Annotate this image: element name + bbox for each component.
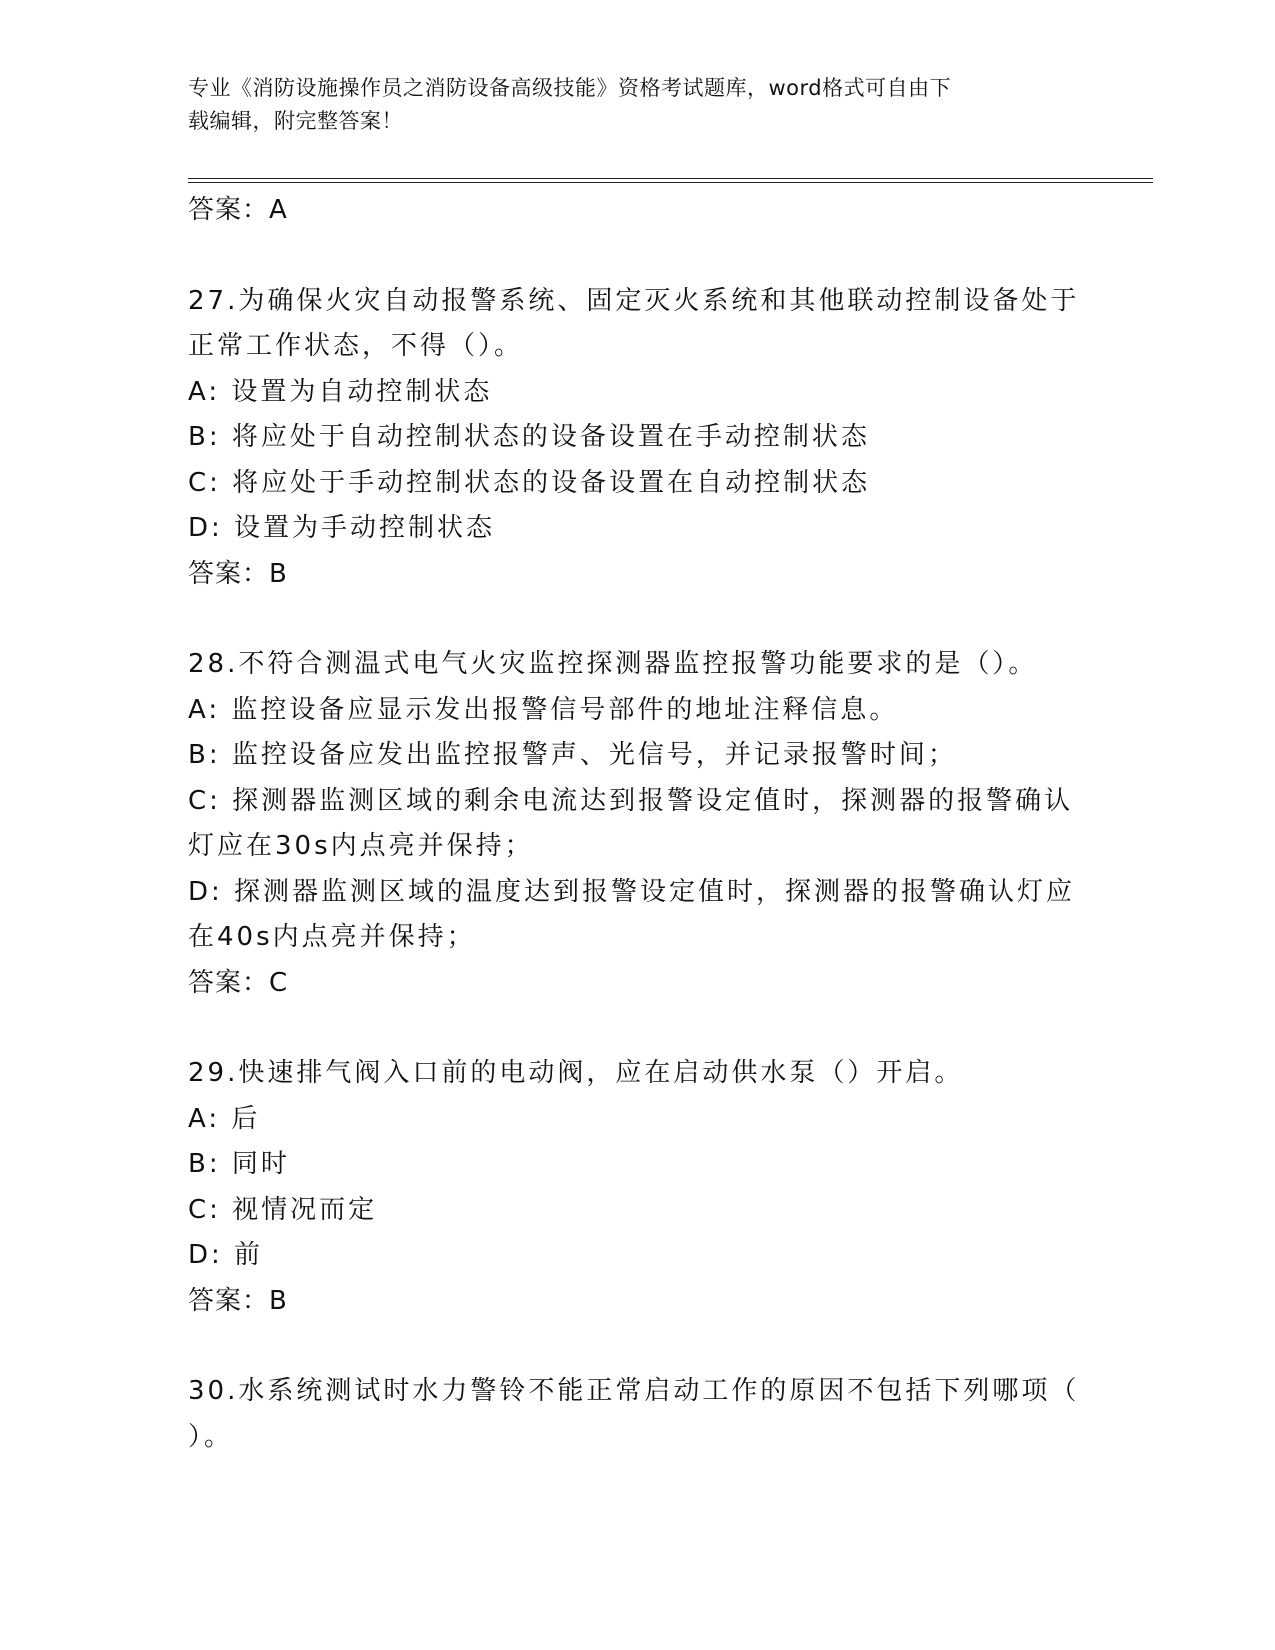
question-stem-line: 27.为确保火灾自动报警系统、固定灭火系统和其他联动控制设备处于 — [188, 285, 1080, 316]
option-b: B: 监控设备应发出监控报警声、光信号，并记录报警时间； — [188, 740, 957, 770]
option-b: B: 同时 — [188, 1149, 290, 1179]
option-d-continued: 在40s内点亮并保持； — [188, 922, 476, 952]
question-stem-line: 28.不符合测温式电气火灾监控探测器监控报警功能要求的是（）。 — [188, 649, 1038, 679]
question-27 — [188, 279, 1088, 598]
answer-label: 答案：B — [188, 1285, 288, 1316]
top-answer-block — [188, 188, 1088, 234]
answer-label: 答案：A — [188, 195, 288, 225]
option-d: D: 设置为手动控制状态 — [188, 513, 496, 543]
question-29 — [188, 1051, 1088, 1324]
question-30 — [188, 1369, 1088, 1460]
question-stem-line: 正常工作状态，不得（）。 — [188, 331, 524, 361]
question-stem-line: ）。 — [188, 1421, 234, 1452]
option-a: A: 后 — [188, 1103, 261, 1134]
option-a: A: 监控设备应显示发出报警信号部件的地址注释信息。 — [188, 694, 899, 725]
header-line-1: 专业《消防设施操作员之消防设备高级技能》资格考试题库，word格式可自由下 — [188, 76, 952, 100]
option-c: C: 将应处于手动控制状态的设备设置在自动控制状态 — [188, 467, 871, 498]
question-28 — [188, 642, 1088, 1006]
option-d: D: 探测器监测区域的温度达到报警设定值时，探测器的报警确认灯应 — [188, 876, 1076, 907]
option-a: A: 设置为自动控制状态 — [188, 376, 493, 407]
option-b: B: 将应处于自动控制状态的设备设置在手动控制状态 — [188, 422, 870, 452]
option-d: D: 前 — [188, 1240, 264, 1270]
document-header — [188, 72, 1088, 138]
question-stem-line: 30.水系统测试时水力警铃不能正常启动工作的原因不包括下列哪项（ — [188, 1376, 1080, 1406]
option-c: C: 视情况而定 — [188, 1194, 378, 1225]
option-c: C: 探测器监测区域的剩余电流达到报警设定值时，探测器的报警确认 — [188, 785, 1074, 816]
header-line-2: 载编辑，附完整答案！ — [188, 109, 403, 133]
answer-label: 答案：B — [188, 558, 288, 589]
answer-label: 答案：C — [188, 967, 289, 998]
option-c-continued: 灯应在30s内点亮并保持； — [188, 831, 534, 861]
question-stem-line: 29.快速排气阀入口前的电动阀，应在启动供水泵（）开启。 — [188, 1058, 964, 1088]
header-divider — [188, 178, 1153, 183]
question-list — [188, 188, 1088, 1460]
